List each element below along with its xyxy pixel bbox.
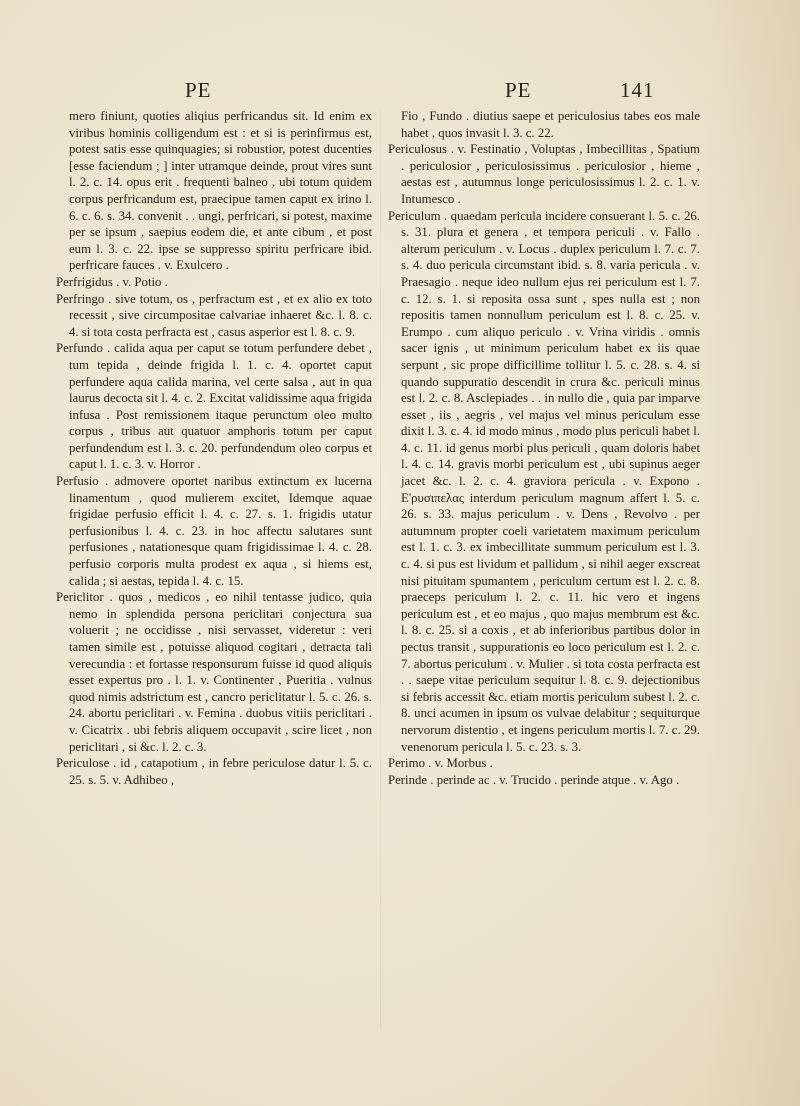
dictionary-entry: Periculose . id , catapotium , in febre periculose datur l. 5. c. 25. s. 5. v. Adhibeo , <box>56 756 372 787</box>
dictionary-entry: Perinde . perinde ac . v. Trucido . perinde atque . v. Ago . <box>388 772 680 787</box>
dictionary-entry: Perimo . v. Morbus . <box>388 756 493 771</box>
dictionary-entry: Perfrigidus . v. Potio . <box>56 274 168 289</box>
dictionary-entry: Periculum . quaedam pericula incidere consuerant l. 5. c. 26. s. 31. plura et genera , et tempora periculi . v. Fallo . alterum periculum . v. Locus . duplex periculum l. 7. c. 7. s. 4. duo pericula circumstant ibid. s. 8. varia pericula . v. Praesagio . neque ideo nullum ejus rei periculum est l. 7. c. 12. s. 1. si reposita ossa sunt , spes nulla est ; non repositis tamen nonnullum periculum est l. 8. c. 25. v. Erumpo . cum aliquo periculo . v. Vrina viridis . omnis sacer ignis , ut minimum periculum habet ex iis quae serpunt , sic prope difficillime tollitur l. 5. c. 28. s. 4. si quando suppuratio descendit in crura &c. periculi minus est l. 2. c. 8. Asclepiades . . in nullo die , quia par imparve esset , iis , aegris , vel majus vel minus periculum esse dixit l. 3. c. 4. id modo minus , modo plus periculi habet l. 4. c. 11. id genus morbi plus periculi , quam doloris habet l. 4. c. 14. gravis morbi periculum est , ubi supinus aeger jacet &c. l. 2. c. 4. graviora pericula . v. Expono . E'ρυσιπελας interdum periculum magnum affert l. 5. c. 26. s. 33. majus periculum . v. Dens , Revolvo . per autumnum propter coeli varietatem maximum periculum est l. 1. c. 3. ex imbecillitate summum periculum est l. 3. c. 4. si pus est lividum et pallidum , si nihil aeger exscreat nisi pituitam spumantem , periculum certum est l. 2. c. 8. praeceps periculum l. 2. c. 11. hic vero et ingens periculum est , et eo majus , quo majus membrum est &c. l. 8. c. 25. si a coxis , et ab inferioribus partibus dolor in pectus transit , suppurationis eo loco periculum est l. 2. c. 7. abortus periculum . v. Mulier . si tota costa perfracta est . . saepe vitae periculum sequitur l. 8. c. 9. dejectionibus si febris accessit &c. etiam mortis periculum subest l. 2. c. 8. unci acumen in ipsum os vulvae delabitur ; sequiturque nervorum distentio , et ingens periculum mortis l. 7. c. 29. venenorum pericula l. 5. c. 23. s. 3. <box>388 208 700 754</box>
header-left-guide: PE <box>185 78 212 102</box>
dictionary-entry: Periculosus . v. Festinatio , Voluptas , Imbecillitas , Spatium . periculosior , periculosissimus . periculosior , hieme , aestas est , autumnus longe periculosissimus l. 2. c. 1. v. Intumesco . <box>388 142 700 206</box>
column-gutter <box>380 110 381 1030</box>
right-column <box>388 108 700 788</box>
running-header <box>0 78 800 108</box>
dictionary-entry: Periclitor . quos , medicos , eo nihil tentasse judico, quia nemo in splendida persona periclitari conjectura sua voluerit ; ne occidisse , nisi servasset, videretur : veri tamen simile est , potuisse aliquod cogitari , detracta tali verecundia : et fortasse responsurum fuisse id quod aliquis esset expertus pro . l. 1. v. Continenter , Pueritia . vulnus quod nimis adstrictum est , cancro periclitatur l. 5. c. 26. s. 24. abortu periclitari . v. Femina . duobus vitiis periclitari . v. Cicatrix . ubi febris aliquem occupavit , scire licet , non periclitari , si &c. l. 2. c. 3. <box>56 590 372 754</box>
page-number: 141 <box>620 78 655 102</box>
dictionary-entry: Perfusio . admovere oportet naribus extinctum ex lucerna linamentum , quod mulierem excitet, Idemque aquae frigidae perfusio efficit l. 4. c. 27. s. 1. frigidis utatur perfusionibus l. 4. c. 23. in hoc affectu salutares sunt perfusiones , natationesque quam frigidissimae l. 4. c. 28. perfusio corporis multa prodest ex aqua , si hiems est, calida ; si aestas, tepida l. 4. c. 15. <box>56 474 372 588</box>
page-edge-shadow <box>705 0 800 1106</box>
left-column <box>56 108 372 788</box>
dictionary-entry: Fio , Fundo . diutius saepe et periculosius tabes eos male habet , quos invasit l. 3. c. 22. <box>401 109 700 140</box>
dictionary-entry: mero finiunt, quoties aliqius perfricandus sit. Id enim ex viribus hominis colligendum est : et si is perinfirmus est, potest satis esse quinquagies; si robustior, potest ducenties [esse faciendum ; ] inter utramque deinde, prout vires sunt l. 2. c. 14. opus erit . frequenti balneo , ubi totum quidem corpus perfricandum est, praecipue tamen caput ex irino l. 6. c. 6. s. 34. convenit . . ungi, perfricari, si potest, maxime per se ipsum , saepius eodem die, et ante cibum , et post eum l. 3. c. 22. ipse se suppresso spiritu perfricare ibid. perfricare fauces . v. Exulcero . <box>69 109 372 273</box>
header-right-guide: PE <box>505 78 532 102</box>
dictionary-entry: Perfringo . sive totum, os , perfractum est , et ex alio ex toto recessit , sive circumpositae calvariae inhaeret &c. l. 8. c. 4. si tota costa perfracta est , casus asperior est l. 8. c. 9. <box>56 291 372 339</box>
dictionary-entry: Perfundo . calida aqua per caput se totum perfundere debet , tum tepida , deinde frigida l. 1. c. 4. oportet caput perfundere aqua calida marina, vel certe salsa , aut in qua laurus decocta sit l. 4. c. 2. Excitat validissime aqua frigida infusa . Post remissionem itaque perunctum oleo multo corpus , tribus aut quatuor amphoris totum per caput perfundendum est l. 3. c. 20. perfundendum oleo corpus et caput l. 1. c. 3. v. Horror . <box>56 341 372 472</box>
